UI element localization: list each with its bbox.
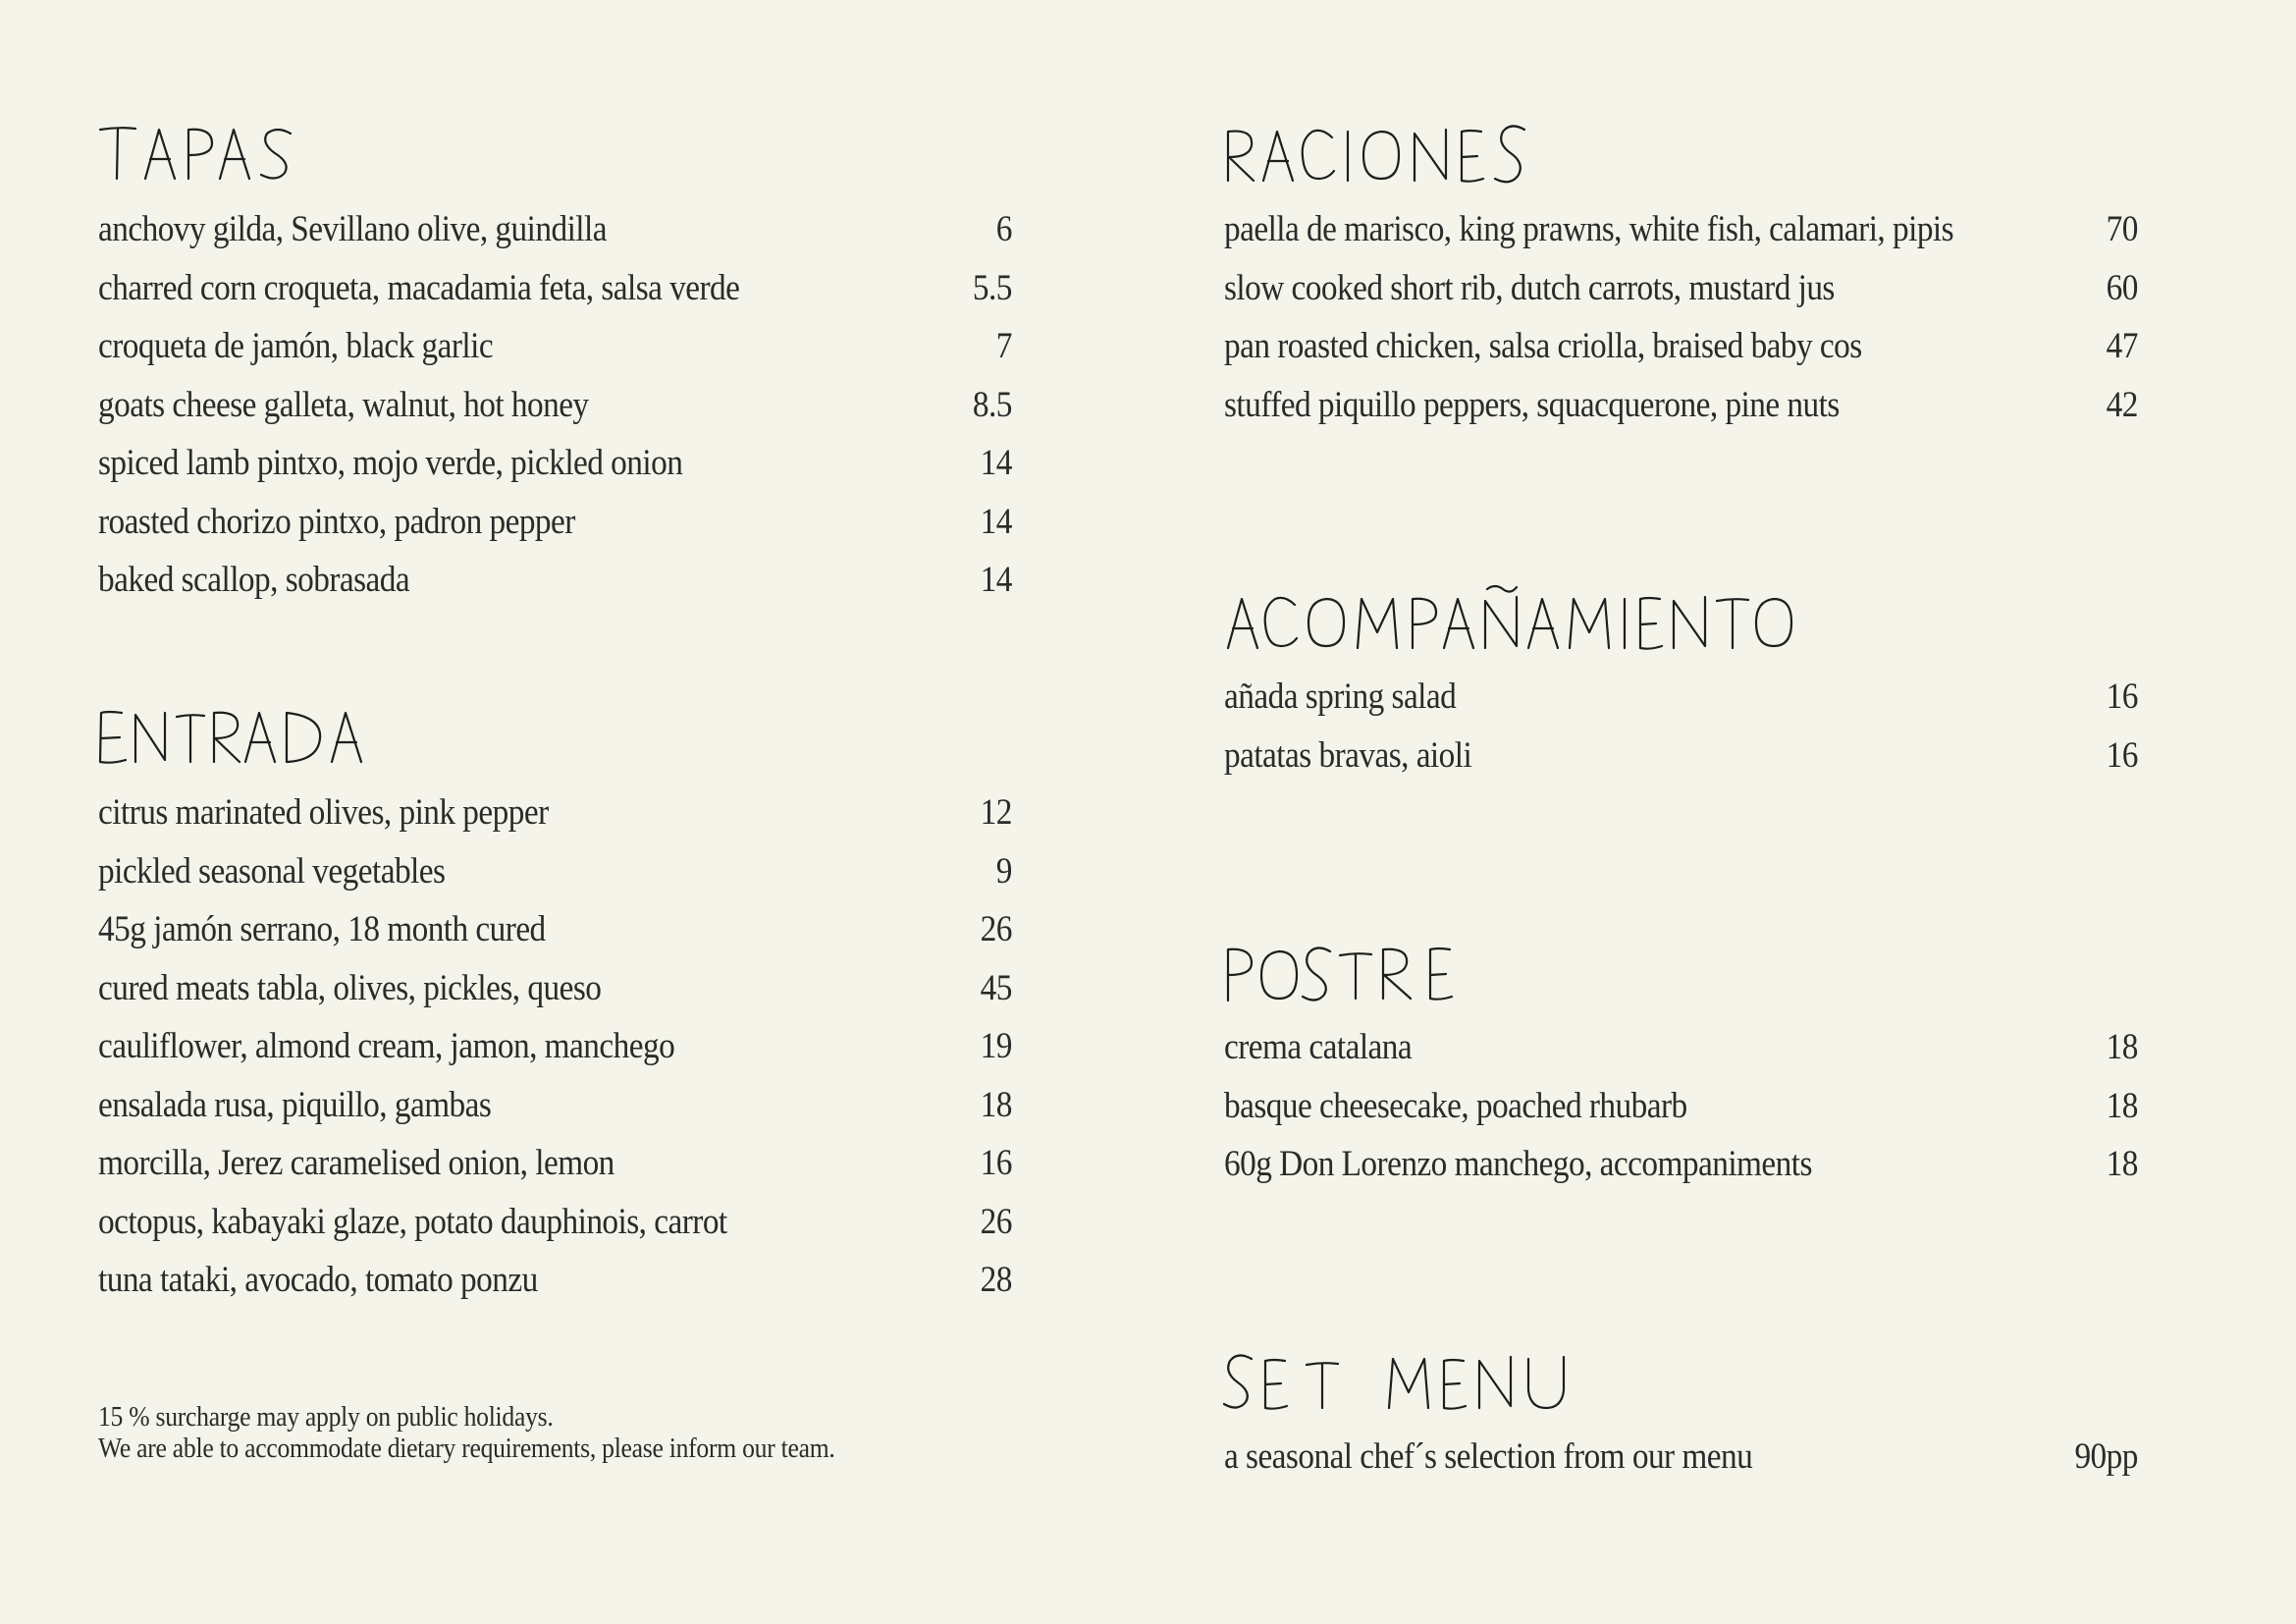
menu-item	[98, 384, 1012, 443]
item-price: 26	[980, 1201, 1012, 1242]
item-price: 70	[2106, 209, 2138, 249]
menu-item	[98, 208, 1012, 267]
item-price: 18	[2106, 1085, 2138, 1126]
item-price: 18	[980, 1084, 1012, 1125]
item-name: pan roasted chicken, salsa criolla, braised baby cos	[1224, 326, 1862, 366]
menu-item	[98, 325, 1012, 384]
tapas-handwritten-heading	[98, 116, 314, 194]
acompanamiento-heading	[1224, 583, 1813, 662]
menu-item	[98, 1142, 1012, 1201]
menu-item	[1224, 1435, 2138, 1494]
entrada-items	[98, 791, 1012, 1318]
menu-item	[98, 442, 1012, 501]
menu-item	[98, 559, 1012, 618]
tapas-items	[98, 208, 1012, 618]
item-price: 28	[980, 1260, 1012, 1300]
item-name: baked scallop, sobrasada	[98, 560, 410, 600]
menu-item	[1224, 1143, 2138, 1202]
footnote	[98, 1402, 835, 1465]
postre-heading	[1224, 934, 1479, 1012]
item-price: 19	[980, 1026, 1012, 1066]
menu-item	[98, 1259, 1012, 1318]
item-name: anchovy gilda, Sevillano olive, guindilla	[98, 209, 607, 249]
item-price: 14	[980, 443, 1012, 483]
item-price: 42	[2106, 384, 2138, 425]
menu-item	[1224, 1085, 2138, 1144]
menu-item	[98, 967, 1012, 1026]
entrada-heading	[98, 699, 393, 778]
item-price: 12	[980, 792, 1012, 833]
item-name: charred corn croqueta, macadamia feta, salsa verde	[98, 267, 740, 308]
acompanamiento-items	[1224, 676, 2138, 792]
item-price: 8.5	[972, 384, 1012, 425]
menu-item	[1224, 734, 2138, 793]
item-name: stuffed piquillo peppers, squacquerone, pine nuts	[1224, 384, 1840, 425]
menu-item	[98, 267, 1012, 326]
menu-item	[98, 1084, 1012, 1143]
menu-item	[1224, 384, 2138, 443]
entrada-handwritten-heading	[98, 699, 393, 778]
menu-item	[98, 1025, 1012, 1084]
tapas-heading	[98, 116, 314, 194]
dietary-note: We are able to accommodate dietary requirements, please inform our team.	[98, 1434, 835, 1464]
acompanamiento-handwritten-heading	[1224, 583, 1813, 662]
menu-item	[1224, 1026, 2138, 1085]
item-price: 90pp	[2074, 1436, 2138, 1477]
item-price: 16	[2106, 677, 2138, 717]
item-name: crema catalana	[1224, 1027, 1413, 1067]
item-name: cauliflower, almond cream, jamon, manchego	[98, 1026, 675, 1066]
item-price: 18	[2106, 1144, 2138, 1184]
item-name: basque cheesecake, poached rhubarb	[1224, 1085, 1687, 1126]
item-price: 60	[2106, 267, 2138, 308]
postre-items	[1224, 1026, 2138, 1202]
menu-item	[98, 501, 1012, 560]
surcharge-note: 15 % surcharge may apply on public holidays.	[98, 1402, 554, 1433]
menu-item	[1224, 325, 2138, 384]
item-price: 16	[2106, 734, 2138, 776]
item-name: ensalada rusa, piquillo, gambas	[98, 1084, 492, 1125]
item-price: 6	[995, 209, 1012, 249]
item-price: 5.5	[972, 267, 1012, 308]
item-name: roasted chorizo pintxo, padron pepper	[98, 501, 575, 542]
item-name: citrus marinated olives, pink pepper	[98, 792, 549, 833]
item-price: 26	[980, 909, 1012, 949]
raciones-handwritten-heading	[1224, 116, 1548, 194]
item-name: tuna tataki, avocado, tomato ponzu	[98, 1260, 538, 1300]
set-menu-heading	[1224, 1343, 1617, 1422]
menu-item	[1224, 208, 2138, 267]
item-name: octopus, kabayaki glaze, potato dauphinois, carrot	[98, 1201, 727, 1242]
menu-item	[98, 850, 1012, 909]
item-price: 47	[2106, 326, 2138, 366]
item-price: 14	[980, 560, 1012, 600]
item-price: 45	[980, 967, 1012, 1008]
item-name: morcilla, Jerez caramelised onion, lemon	[98, 1143, 614, 1183]
item-name: spiced lamb pintxo, mojo verde, pickled onion	[98, 443, 683, 483]
item-name: goats cheese galleta, walnut, hot honey	[98, 384, 589, 425]
item-name: patatas bravas, aioli	[1224, 734, 1472, 776]
item-name: croqueta de jamón, black garlic	[98, 326, 494, 366]
item-name: 45g jamón serrano, 18 month cured	[98, 909, 546, 949]
item-price: 18	[2106, 1027, 2138, 1067]
raciones-heading	[1224, 116, 1548, 194]
item-name: 60g Don Lorenzo manchego, accompaniments	[1224, 1144, 1812, 1184]
item-price: 9	[995, 850, 1012, 892]
item-name: pickled seasonal vegetables	[98, 850, 446, 892]
item-name: añada spring salad	[1224, 677, 1457, 717]
raciones-items	[1224, 208, 2138, 442]
postre-handwritten-heading	[1224, 934, 1479, 1012]
item-price: 16	[980, 1143, 1012, 1183]
item-price: 14	[980, 501, 1012, 542]
item-name: slow cooked short rib, dutch carrots, mustard jus	[1224, 267, 1835, 308]
menu-item	[98, 908, 1012, 967]
item-name: cured meats tabla, olives, pickles, queso	[98, 967, 602, 1008]
item-name: a seasonal chef´s selection from our menu	[1224, 1436, 1753, 1477]
item-name: paella de marisco, king prawns, white fish, calamari, pipis	[1224, 209, 1954, 249]
item-price: 7	[995, 326, 1012, 366]
menu-item	[98, 1201, 1012, 1260]
menu-item	[1224, 676, 2138, 734]
set-menu-handwritten-heading	[1224, 1343, 1617, 1422]
menu-item	[98, 791, 1012, 850]
set-menu-items	[1224, 1435, 2138, 1494]
menu-item	[1224, 267, 2138, 326]
